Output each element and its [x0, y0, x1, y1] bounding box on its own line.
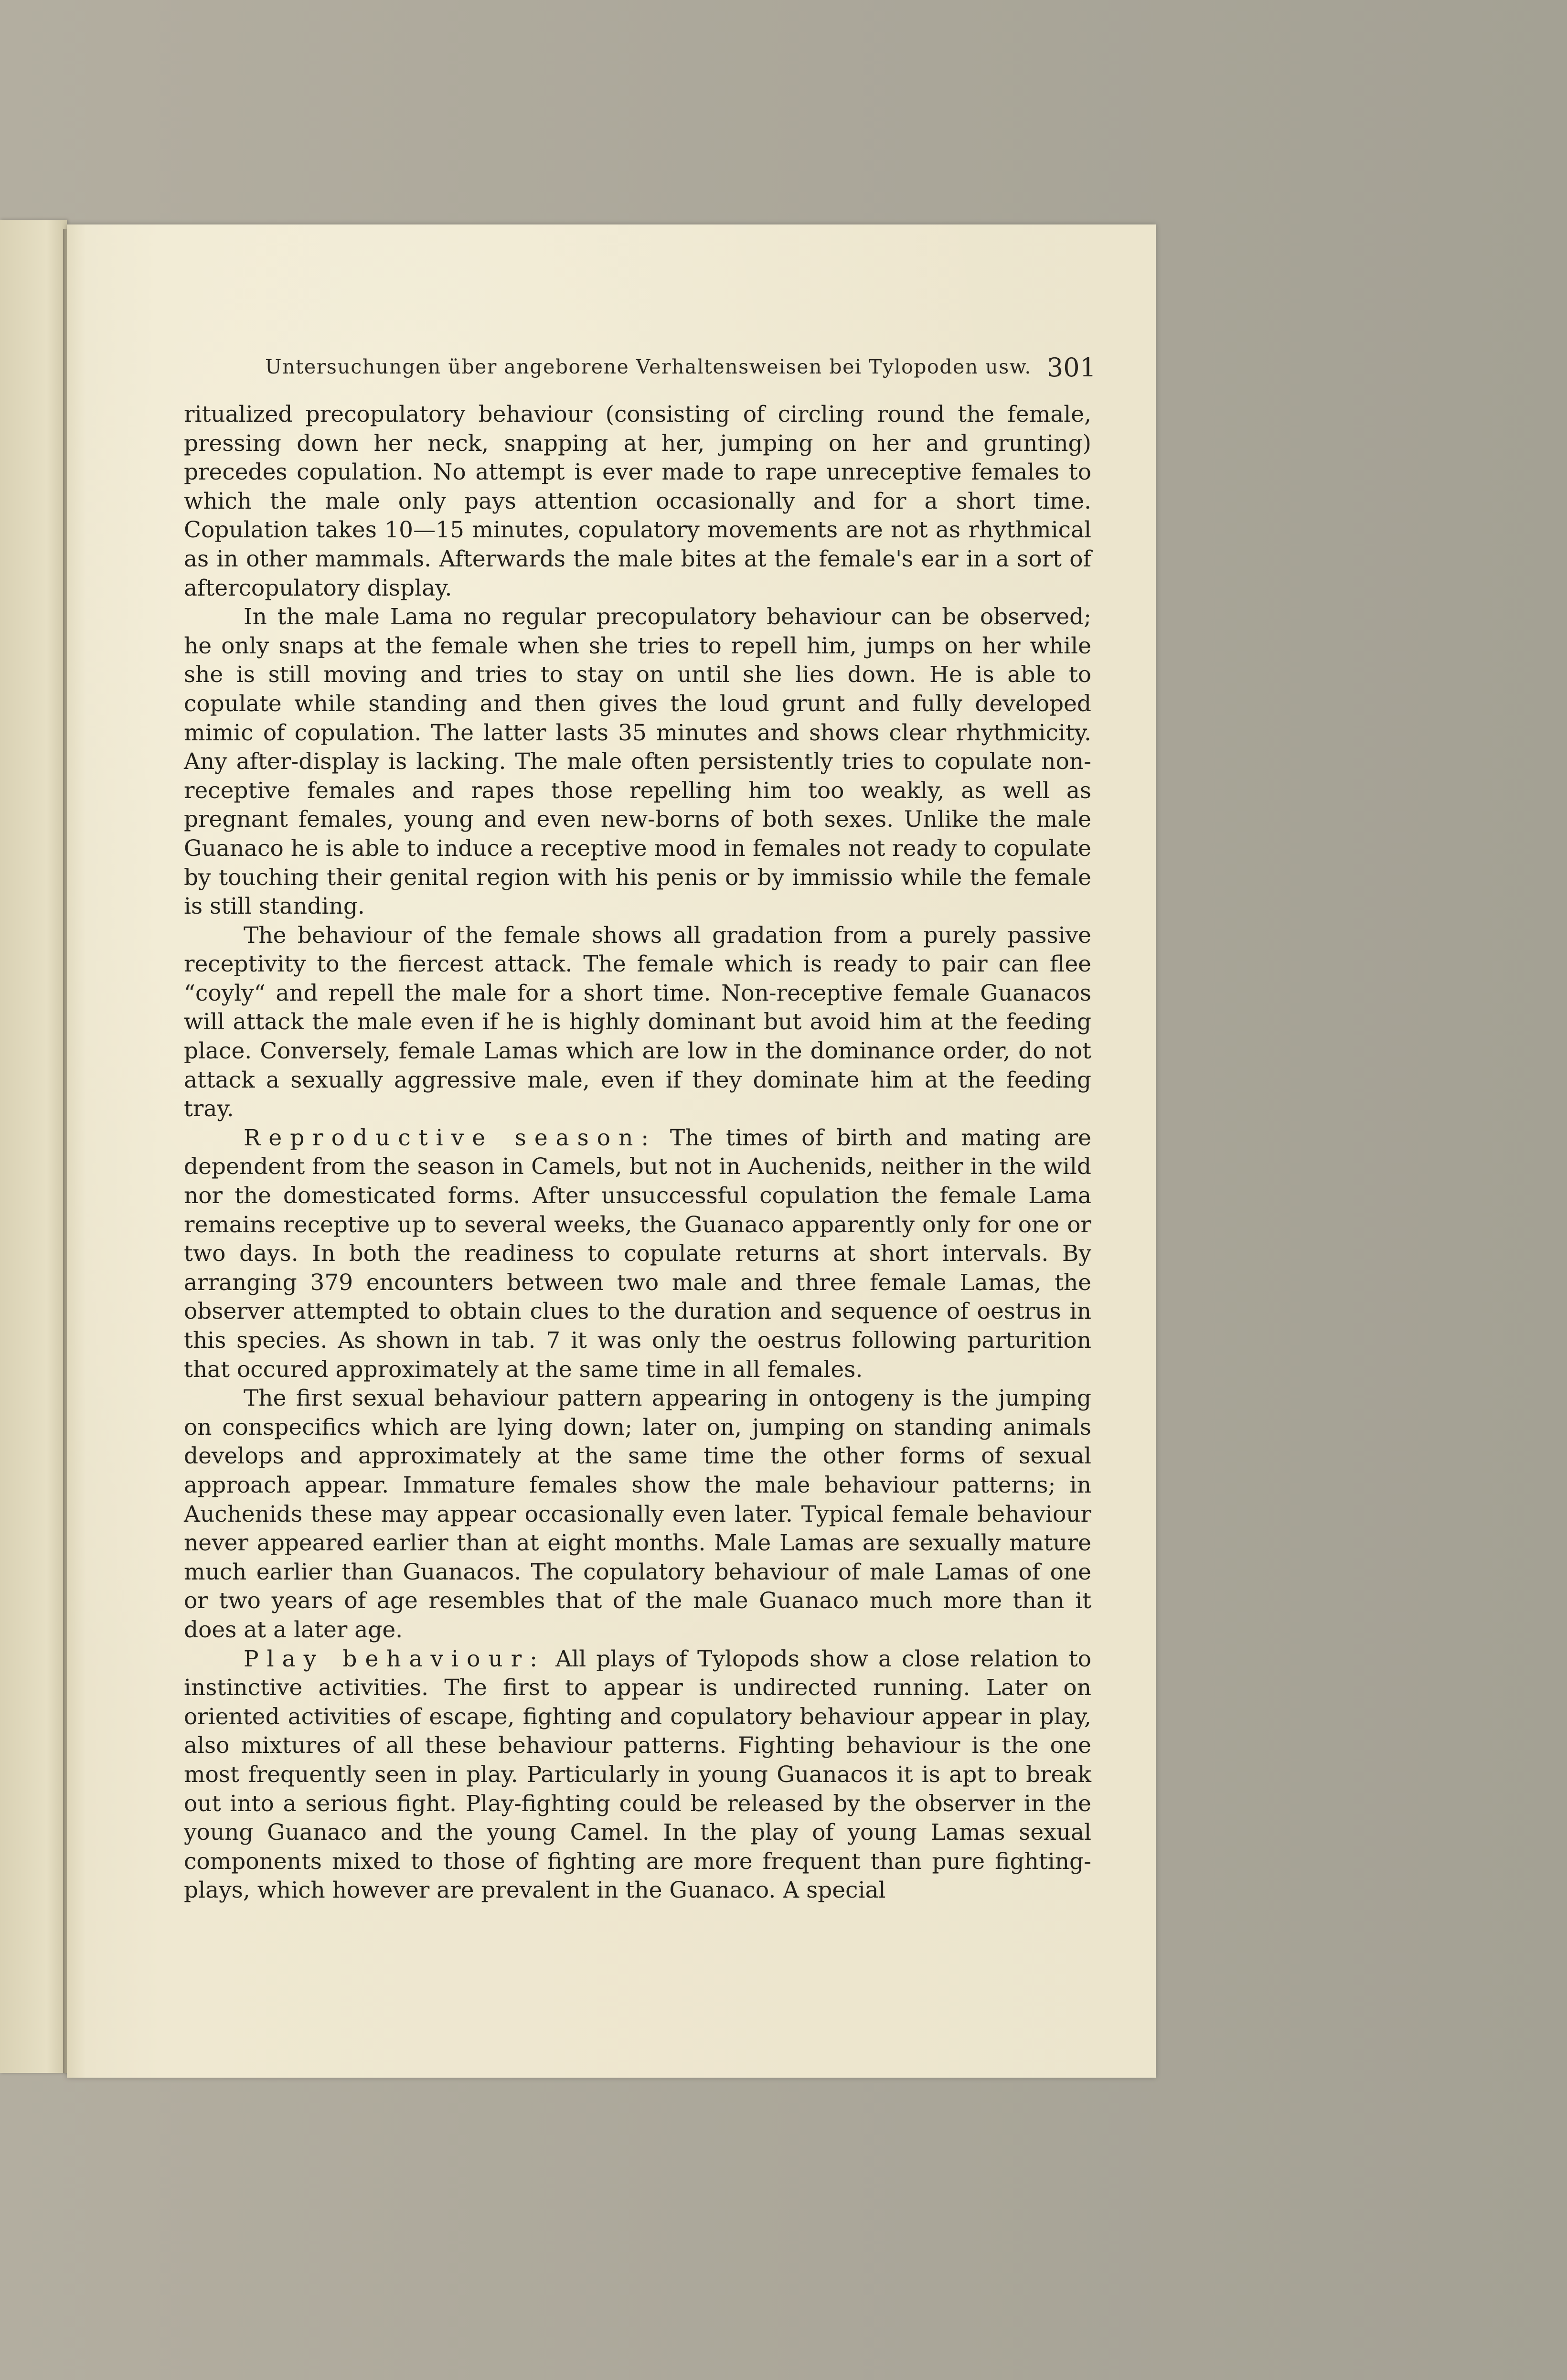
paragraph: [184, 1124, 1091, 1384]
previous-page-edge: [0, 220, 67, 2073]
running-head: [265, 352, 1096, 386]
page-number: 301: [1046, 352, 1096, 383]
paragraph-text: The times of birth and mating are dependent from the season in Camels, but not in Auchenids, neither in the wild nor the domesticated forms. After unsuccessful copulation the female Lama remains receptive up to several weeks, the Guanaco apparently only for one or two days. In both the readiness to copulate returns at short intervals. By arranging 379 encounters between two male and three female Lamas, the observer attempted to obtain clues to the duration and sequence of oestrus in this species. As shown in tab. 7 it was only the oestrus following parturition that occured approximately at the same time in all females.: [184, 1124, 1091, 1383]
paragraph: [184, 1384, 1091, 1644]
section-heading: Reproductive season:: [244, 1124, 657, 1151]
paragraph: [184, 603, 1091, 921]
paragraph-text: ritualized precopulatory behaviour (consisting of circling round the female, pressing down her neck, snapping at her, jumping on her and grunting) precedes copulation. No attempt is ever made to rape unreceptive females to which the male only pays attention occasionally and for a short time. Copulation takes 10—15 minutes, copulatory movements are not as rhythmical as in other mammals. Afterwards the male bites at the female's ear in a sort of aftercopulatory display.: [184, 401, 1091, 601]
paragraph-text: The first sexual behaviour pattern appearing in ontogeny is the jumping on conspecifics which are lying down; later on, jumping on standing animals develops and approximately at the same time the other forms of sexual approach appear. Immature females show the male behaviour patterns; in Auchenids these may appear occasionally even later. Typical female behaviour never appeared earlier than at eight months. Male Lamas are sexually mature much earlier than Guanacos. The copulatory behaviour of male Lamas of one or two years of age resembles that of the male Guanaco much more than it does at a later age.: [184, 1385, 1091, 1643]
paragraph-text: The behaviour of the female shows all gradation from a purely passive receptivity to the fiercest attack. The female which is ready to pair can flee “coyly“ and repell the male for a short time. Non-receptive female Guanacos will attack the male even if he is highly dominant but avoid him at the feeding place. Conversely, female Lamas which are low in the dominance order, do not attack a sexually aggressive male, even if they dominate him at the feeding tray.: [184, 922, 1091, 1122]
paragraph: [184, 400, 1091, 603]
body-text: [184, 400, 1091, 1905]
paragraph: [184, 921, 1091, 1124]
running-head-title: Untersuchungen über angeborene Verhaltensweisen bei Tylopoden usw.: [265, 355, 1032, 378]
paragraph-text: In the male Lama no regular precopulatory behaviour can be observed; he only snaps at the female when she tries to repell him, jumps on her while she is still moving and tries to stay on until she lies down. He is able to copulate while standing and then gives the loud grunt and fully developed mimic of copulation. The latter lasts 35 minutes and shows clear rhythmicity. Any after-display is lacking. The male often persistently tries to copulate non-receptive females and rapes those repelling him too weakly, as well as pregnant females, young and even new-borns of both sexes. Unlike the male Guanaco he is able to induce a receptive mood in females not ready to copulate by touching their genital region with his penis or by immissio while the female is still standing.: [184, 604, 1091, 920]
paragraph: [184, 1645, 1091, 1905]
paragraph-text: All plays of Tylopods show a close relation to instinctive activities. The first to appear is undirected running. Later on oriented activities of escape, fighting and copulatory behaviour appear in play, also mixtures of all these behaviour patterns. Fighting behaviour is the one most frequently seen in play. Particularly in young Guanacos it is apt to break out into a serious fight. Play-fighting could be released by the observer in the young Guanaco and the young Camel. In the play of young Lamas sexual components mixed to those of fighting are more frequent than pure fighting-plays, which however are prevalent in the Guanaco. A special: [184, 1645, 1091, 1904]
section-heading: Play behaviour:: [244, 1645, 545, 1672]
